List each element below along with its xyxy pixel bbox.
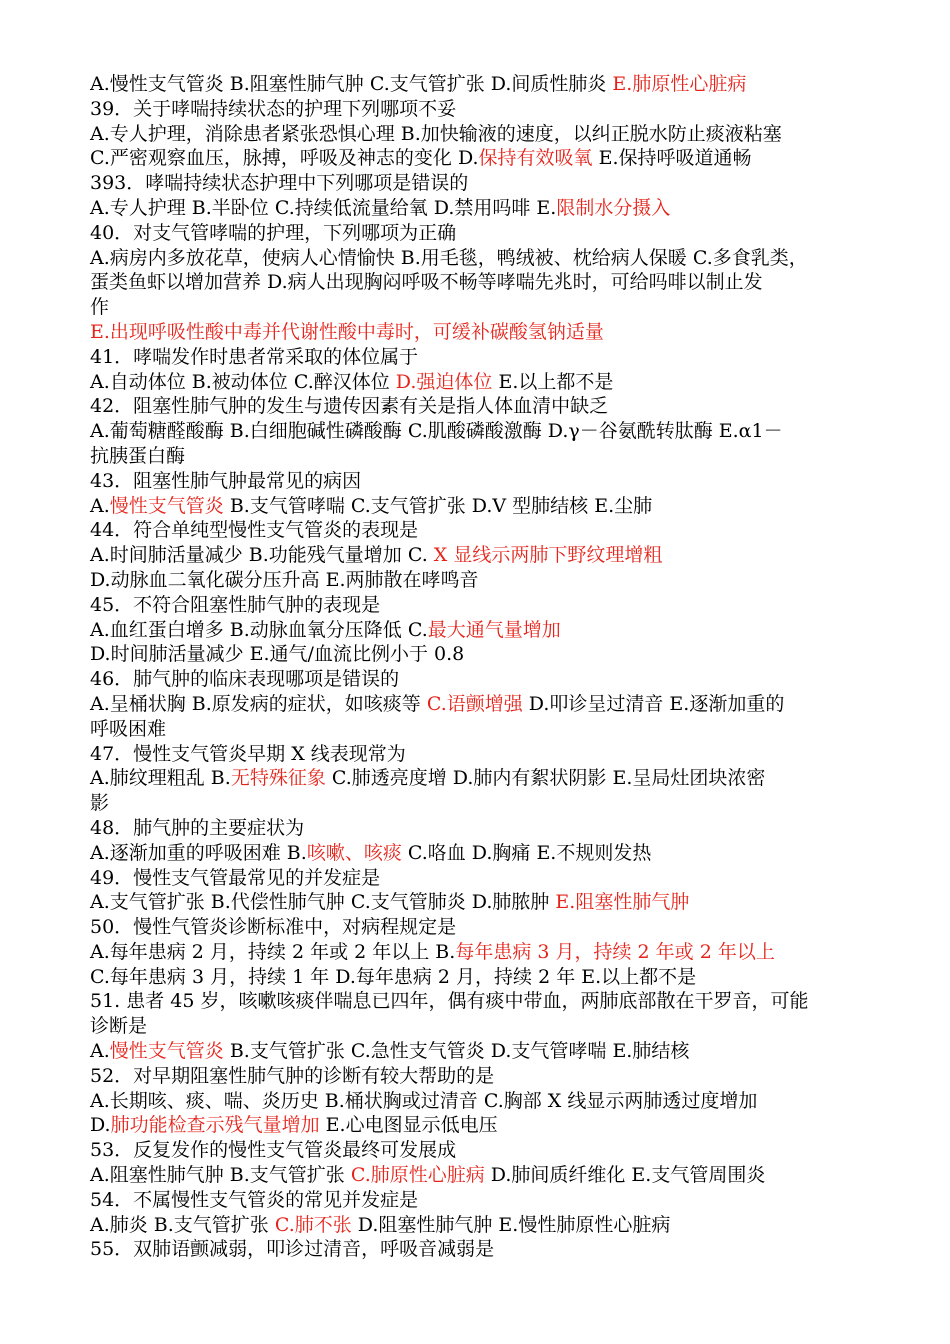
text-segment: 诊断是 xyxy=(90,1015,148,1038)
question-stem xyxy=(90,469,905,494)
text-segment: B.支气管哮喘 C.支气管扩张 D.Ⅴ 型肺结核 E.尘肺 xyxy=(223,494,653,517)
answer-options-line xyxy=(90,791,905,816)
text-segment: C.每年患病 3 月，持续 1 年 D.每年患病 2 月，持续 2 年 E.以上都不是 xyxy=(90,965,697,988)
text-segment: 40．对支气管哮喘的护理，下列哪项为正确 xyxy=(90,221,457,244)
text-segment: A.肺纹理粗乱 B. xyxy=(90,767,231,790)
answer-options-line xyxy=(90,1089,905,1114)
question-stem xyxy=(90,221,905,246)
question-stem xyxy=(90,171,905,196)
text-segment: C.肺透亮度增 D.肺内有絮状阴影 E.呈局灶团块浓密 xyxy=(325,767,766,790)
highlighted-answer: 保持有效吸氧 xyxy=(478,147,593,170)
highlighted-answer: X 显线示两肺下野纹理增粗 xyxy=(433,544,663,567)
text-segment: C.严密观察血压，脉搏，呼吸及神志的变化 D. xyxy=(90,147,479,170)
highlighted-answer: C.肺不张 xyxy=(274,1213,352,1236)
text-segment: A.血红蛋白增多 B.动脉血氧分压降低 C. xyxy=(90,618,428,641)
text-segment: A.专人护理 B.半卧位 C.持续低流量给氧 D.禁用吗啡 E. xyxy=(90,196,557,219)
text-segment: A.阻塞性肺气肿 B.支气管扩张 xyxy=(90,1164,351,1187)
question-stem xyxy=(90,97,905,122)
answer-options-line xyxy=(90,72,905,97)
highlighted-answer: 最大通气量增加 xyxy=(427,618,561,641)
text-segment: A.慢性支气管炎 B.阻塞性肺气肿 C.支气管扩张 D.间质性肺炎 xyxy=(90,73,613,95)
answer-options-line xyxy=(90,890,905,915)
text-segment: A.自动体位 B.被动体位 C.醉汉体位 xyxy=(90,370,396,393)
highlighted-answer: C.语颤增强 xyxy=(426,692,523,715)
answer-options-line xyxy=(90,965,905,990)
text-segment: 48．肺气肿的主要症状为 xyxy=(90,816,305,839)
text-segment: A.葡萄糖醛酸酶 B.白细胞碱性磷酸酶 C.肌酸磷酸激酶 D.γ－谷氨酰转肽酶 E.α1－ xyxy=(90,420,783,443)
text-segment: A.病房内多放花草，使病人心情愉快 B.用毛毯，鸭绒被、枕给病人保暖 C.多食乳类， xyxy=(90,246,808,269)
highlighted-answer: 慢性支气管炎 xyxy=(109,1040,224,1063)
text-segment: A.肺炎 B.支气管扩张 xyxy=(90,1213,275,1236)
text-segment: 41．哮喘发作时患者常采取的体位属于 xyxy=(90,345,419,368)
highlighted-answer: D.强迫体位 xyxy=(395,370,493,393)
text-segment: 42．阻塞性肺气肿的发生与遗传因素有关是指人体血清中缺乏 xyxy=(90,395,609,418)
text-segment: 55．双肺语颤减弱，叩诊过清音，呼吸音减弱是 xyxy=(90,1238,495,1261)
text-segment: E.保持呼吸道通畅 xyxy=(592,147,752,170)
answer-options-line xyxy=(90,320,905,345)
text-segment: A.逐渐加重的呼吸困难 B. xyxy=(90,841,307,864)
answer-options-line xyxy=(90,618,905,643)
highlighted-answer: 每年患病 3 月，持续 2 年或 2 年以上 xyxy=(455,940,775,963)
text-segment: 50．慢性气管炎诊断标准中，对病程规定是 xyxy=(90,916,457,939)
question-stem xyxy=(90,989,905,1014)
answer-options-line xyxy=(90,1039,905,1064)
question-stem xyxy=(90,816,905,841)
text-segment: D.时间肺活量减少 E.通气/血流比例小于 0.8 xyxy=(90,643,465,666)
question-stem xyxy=(90,518,905,543)
text-segment: C.咯血 D.胸痛 E.不规则发热 xyxy=(401,841,652,864)
text-segment: 53．反复发作的慢性支气管炎最终可发展成 xyxy=(90,1139,457,1162)
answer-options-line xyxy=(90,841,905,866)
text-segment: D. xyxy=(90,1114,111,1137)
highlighted-answer: E.阻塞性肺气肿 xyxy=(555,891,690,914)
answer-options-line xyxy=(90,642,905,667)
text-segment: 呼吸困难 xyxy=(90,717,167,740)
answer-options-line xyxy=(90,494,905,519)
text-segment: 51. 患者 45 岁，咳嗽咳痰伴喘息已四年，偶有痰中带血，两肺底部散在干罗音，可能 xyxy=(90,990,809,1013)
question-stem xyxy=(90,1138,905,1163)
text-segment: 43．阻塞性肺气肿最常见的病因 xyxy=(90,469,362,492)
answer-options-line xyxy=(90,295,905,320)
text-segment: 蛋类鱼虾以增加营养 D.病人出现胸闷呼吸不畅等哮喘先兆时，可给吗啡以制止发 xyxy=(90,271,763,294)
text-segment: A.支气管扩张 B.代偿性肺气肿 C.支气管肺炎 D.肺脓肿 xyxy=(90,891,556,914)
text-segment: 46．肺气肿的临床表现哪项是错误的 xyxy=(90,668,400,691)
text-segment: 52．对早期阻塞性肺气肿的诊断有较大帮助的是 xyxy=(90,1064,495,1087)
answer-options-line xyxy=(90,370,905,395)
answer-options-line xyxy=(90,1113,905,1138)
text-segment: D.阻塞性肺气肿 E.慢性肺原性心脏病 xyxy=(351,1213,671,1236)
text-segment: D.动脉血二氧化碳分压升高 E.两肺散在哮鸣音 xyxy=(90,568,479,591)
answer-options-line xyxy=(90,270,905,295)
text-segment: D.肺间质纤维化 E.支气管周围炎 xyxy=(484,1164,766,1187)
answer-options-line xyxy=(90,1014,905,1039)
answer-options-line xyxy=(90,196,905,221)
text-segment: 44．符合单纯型慢性支气管炎的表现是 xyxy=(90,519,419,542)
text-segment: 47．慢性支气管炎早期 X 线表现常为 xyxy=(90,742,406,765)
text-segment: B.支气管扩张 C.急性支气管炎 D.支气管哮喘 E.肺结核 xyxy=(223,1040,690,1063)
question-stem xyxy=(90,345,905,370)
text-segment: 45．不符合阻塞性肺气肿的表现是 xyxy=(90,593,381,616)
question-stem xyxy=(90,866,905,891)
answer-options-line xyxy=(90,940,905,965)
question-stem xyxy=(90,915,905,940)
question-stem xyxy=(90,1188,905,1213)
text-segment: A.长期咳、痰、喘、炎历史 B.桶状胸或过清音 C.胸部 X 线显示两肺透过度增加 xyxy=(90,1089,758,1112)
text-segment: A. xyxy=(90,494,110,517)
highlighted-answer: 咳嗽、咳痰 xyxy=(306,841,402,864)
answer-options-line xyxy=(90,444,905,469)
highlighted-answer: E.肺原性心脏病 xyxy=(612,73,747,95)
text-segment: 影 xyxy=(90,792,110,815)
answer-options-line xyxy=(90,717,905,742)
answer-options-line xyxy=(90,246,905,271)
answer-options-line xyxy=(90,1213,905,1238)
highlighted-answer: 慢性支气管炎 xyxy=(109,494,224,517)
text-segment: A.每年患病 2 月，持续 2 年或 2 年以上 B. xyxy=(90,940,456,963)
document-page xyxy=(90,72,905,1262)
text-segment: A.时间肺活量减少 B.功能残气量增加 C. xyxy=(90,544,434,567)
answer-options-line xyxy=(90,766,905,791)
text-segment: A.专人护理，消除患者紧张恐惧心理 B.加快输液的速度，以纠正脱水防止痰液粘塞 xyxy=(90,122,782,145)
question-stem xyxy=(90,742,905,767)
answer-options-line xyxy=(90,692,905,717)
answer-options-line xyxy=(90,543,905,568)
question-stem xyxy=(90,593,905,618)
text-segment: 39．关于哮喘持续状态的护理下列哪项不妥 xyxy=(90,97,457,120)
highlighted-answer: C.肺原性心脏病 xyxy=(350,1164,485,1187)
text-segment: E.心电图显示低电压 xyxy=(319,1114,498,1137)
answer-options-line xyxy=(90,122,905,147)
text-segment: A.呈桶状胸 B.原发病的症状，如咳痰等 xyxy=(90,692,427,715)
text-segment: D.叩诊呈过清音 E.逐渐加重的 xyxy=(522,692,785,715)
question-stem xyxy=(90,1237,905,1262)
text-segment: 393．哮喘持续状态护理中下列哪项是错误的 xyxy=(90,172,469,195)
question-stem xyxy=(90,667,905,692)
answer-options-line xyxy=(90,568,905,593)
text-segment: 54．不属慢性支气管炎的常见并发症是 xyxy=(90,1188,419,1211)
answer-options-line xyxy=(90,146,905,171)
highlighted-answer: 无特殊征象 xyxy=(230,767,326,790)
highlighted-answer: 限制水分摄入 xyxy=(556,196,671,219)
answer-options-line xyxy=(90,419,905,444)
text-segment: E.以上都不是 xyxy=(492,370,614,393)
text-segment: 49．慢性支气管最常见的并发症是 xyxy=(90,866,381,889)
text-segment: 作 xyxy=(90,296,110,319)
highlighted-answer: 肺功能检查示残气量增加 xyxy=(110,1114,320,1137)
text-segment: A. xyxy=(90,1040,110,1063)
highlighted-answer: E.出现呼吸性酸中毒并代谢性酸中毒时，可缓补碳酸氢钠适量 xyxy=(90,320,604,343)
text-segment: 抗胰蛋白酶 xyxy=(90,444,186,467)
answer-options-line xyxy=(90,1163,905,1188)
question-stem xyxy=(90,394,905,419)
question-stem xyxy=(90,1064,905,1089)
